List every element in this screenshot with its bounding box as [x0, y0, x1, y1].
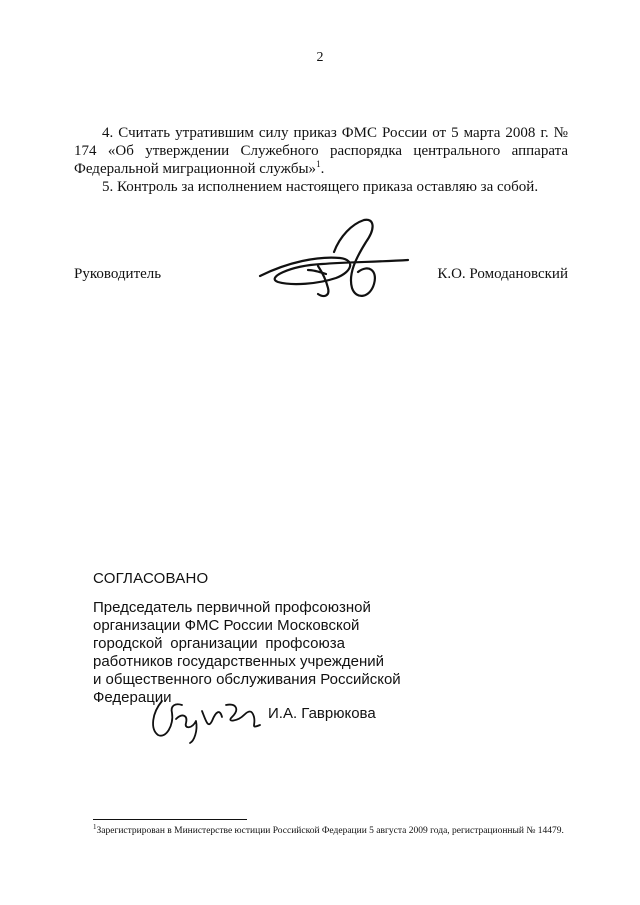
- footnote-separator: [93, 819, 247, 820]
- agreed-signatory-name: И.А. Гаврюкова: [268, 705, 376, 722]
- agreed-heading: СОГЛАСОВАНО: [93, 570, 209, 587]
- head-signature-image: [248, 212, 418, 308]
- agreed-line-3-word: организации: [170, 635, 258, 652]
- page-number: 2: [316, 50, 324, 65]
- paragraph-4-number: 4.: [102, 125, 114, 141]
- agreed-line-3-word: профсоюза: [265, 635, 345, 652]
- paragraph-4-end: .: [320, 161, 325, 177]
- agreed-line-3-word: городской: [93, 635, 163, 652]
- agreed-line-1: Председатель первичной профсоюзной: [93, 599, 371, 616]
- agreed-line-2: организации ФМС России Московской: [93, 617, 360, 634]
- paragraph-4: [74, 124, 568, 178]
- footnote: [93, 822, 569, 838]
- paragraph-5-number: 5.: [102, 179, 114, 195]
- agreed-line-5: и общественного обслуживания Российской: [93, 671, 401, 688]
- footnote-reference: 1: [316, 159, 321, 169]
- footnote-text: Зарегистрирован в Министерстве юстиции Российской Федерации 5 августа 2009 года, регистрационный № 14479.: [96, 826, 564, 836]
- agreed-line-3: [93, 635, 345, 653]
- paragraph-5-text: Контроль за исполнением настоящего приказа оставляю за собой.: [117, 179, 539, 195]
- signatory-role: Руководитель: [74, 266, 162, 282]
- union-chair-signature-image: [146, 695, 264, 745]
- agreed-line-6: Федерации: [93, 689, 172, 706]
- agreed-position: [93, 599, 401, 707]
- footnote-marker: 1: [93, 822, 97, 831]
- paragraph-4-text: Считать утратившим силу приказ ФМС России от 5 марта 2008 г. № 174 «Об утверждении Служебного распорядка центрального аппарата Федеральной миграционной службы»: [74, 125, 568, 177]
- paragraph-5: [74, 178, 568, 196]
- signatory-name: К.О. Ромодановский: [437, 266, 568, 282]
- agreed-line-4: работников государственных учреждений: [93, 653, 384, 670]
